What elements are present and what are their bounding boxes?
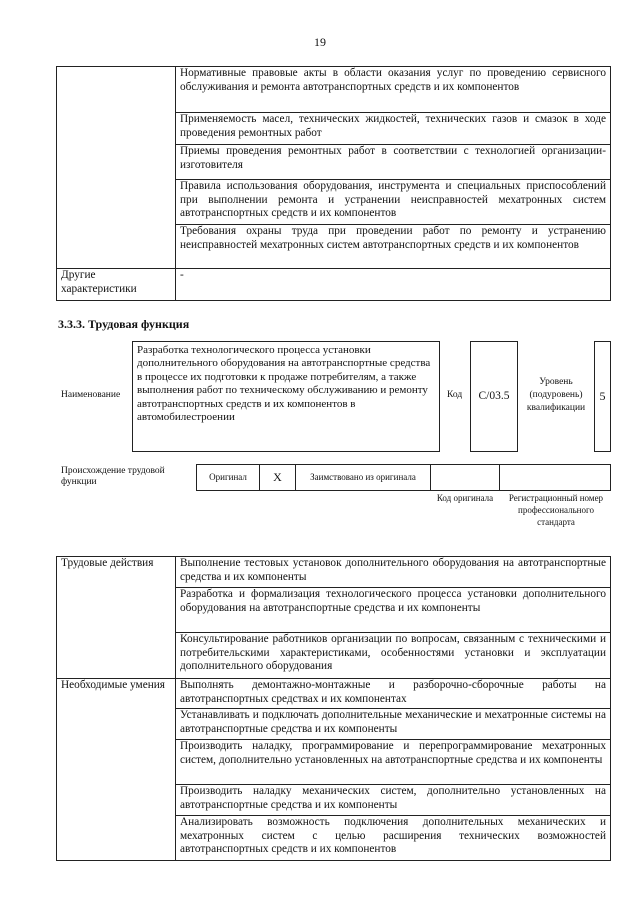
action-item: Консультирование работников организации по вопросам, связанным с техническими и потребительскими характеристиками, особенностями установки и эксплуатации дополнительного оборудования	[176, 633, 611, 679]
blank-label-cell	[57, 67, 176, 113]
page-number: 19	[314, 35, 326, 49]
function-name-box	[132, 341, 440, 452]
skill-item: Производить наладку механических систем, дополнительно установленных на автотранспортные средства и их компоненты	[176, 785, 611, 816]
level-box	[594, 341, 611, 452]
code-value: C/03.5	[478, 389, 510, 402]
skill-item: Выполнять демонтажно-монтажные и разборочно-сборочные работы на автотранспортных средствах и их компонентах	[176, 679, 611, 709]
reg-caption: Регистрационный номер профессионального стандарта	[508, 493, 604, 528]
requirement-item: Нормативные правовые акты в области оказания услуг по проведению сервисного обслуживания и ремонта автотранспортных средств и их компонентов	[176, 67, 611, 113]
action-item: Разработка и формализация технологического процесса установки дополнительного оборудования на автотранспортные средства и их компоненты	[176, 588, 611, 633]
original-code-cell	[430, 464, 500, 491]
blank-label-cell	[57, 785, 176, 816]
section-heading: 3.3.3. Трудовая функция	[58, 317, 190, 331]
code-caption: Код оригинала	[436, 493, 494, 503]
actions-label: Трудовые действия	[57, 557, 176, 588]
skills-label: Необходимые умения	[57, 679, 176, 709]
function-name: Разработка технологического процесса установки дополнительного оборудования на автотранспортные средства в процессе их подготовки к продаже потребителям, а также выполнения работ по техническому обслуживанию и ремонту автотранспортных средств и их компонентов в автомобилестроении	[137, 344, 431, 424]
actions-skills-table	[56, 556, 611, 861]
other-characteristics-label: Другие характеристики	[57, 269, 176, 301]
blank-label-cell	[57, 633, 176, 679]
requirement-item: Применяемость масел, технических жидкостей, технических газов и смазок в ходе проведения ремонтных работ	[176, 113, 611, 145]
skill-item: Производить наладку, программирование и перепрограммирование мехатронных систем, дополнительно установленных на автотранспортные средства и их компоненты	[176, 740, 611, 785]
blank-label-cell	[57, 588, 176, 633]
knowledge-table	[56, 66, 611, 301]
action-item: Выполнение тестовых установок дополнительного оборудования на автотранспортные средства и их компоненты	[176, 557, 611, 588]
original-text: Оригинал	[209, 472, 247, 483]
borrowed-cell	[295, 464, 431, 491]
requirement-item: Приемы проведения ремонтных работ в соответствии с технологией организации-изготовителя	[176, 145, 611, 180]
requirement-item: Правила использования оборудования, инструмента и специальных приспособлений при выполнении ремонта и устранении неисправностей мехатронных систем автотранспортных средств и их компонентов	[176, 180, 611, 225]
skill-item: Устанавливать и подключать дополнительные механические и мехатронные системы на автотранспортные средства и их компоненты	[176, 709, 611, 740]
requirement-item: Требования охраны труда при проведении работ по ремонту и устранению неисправностей мехатронных систем автотранспортных средств и их компонентов	[176, 225, 611, 269]
blank-label-cell	[57, 225, 176, 269]
code-label: Код	[447, 390, 463, 400]
name-label: Наименование	[61, 390, 121, 400]
borrowed-text: Заимствовано из оригинала	[310, 472, 416, 483]
original-cell	[196, 464, 260, 491]
blank-label-cell	[57, 145, 176, 180]
origin-label: Происхождение трудовой функции	[61, 466, 165, 488]
reg-number-cell	[499, 464, 611, 491]
code-box	[470, 341, 518, 452]
blank-label-cell	[57, 113, 176, 145]
skill-item: Анализировать возможность подключения дополнительных механических и мехатронных систем с целью расширения технических возможностей автотранспортных средств и их компонентов	[176, 816, 611, 861]
blank-label-cell	[57, 180, 176, 225]
original-mark: X	[273, 469, 282, 484]
blank-label-cell	[57, 740, 176, 785]
other-characteristics-value: -	[176, 269, 611, 301]
level-label: Уровень (подуровень) квалификации	[526, 377, 586, 413]
blank-label-cell	[57, 816, 176, 861]
original-mark-cell	[259, 464, 296, 491]
level-value: 5	[599, 389, 606, 404]
blank-label-cell	[57, 709, 176, 740]
